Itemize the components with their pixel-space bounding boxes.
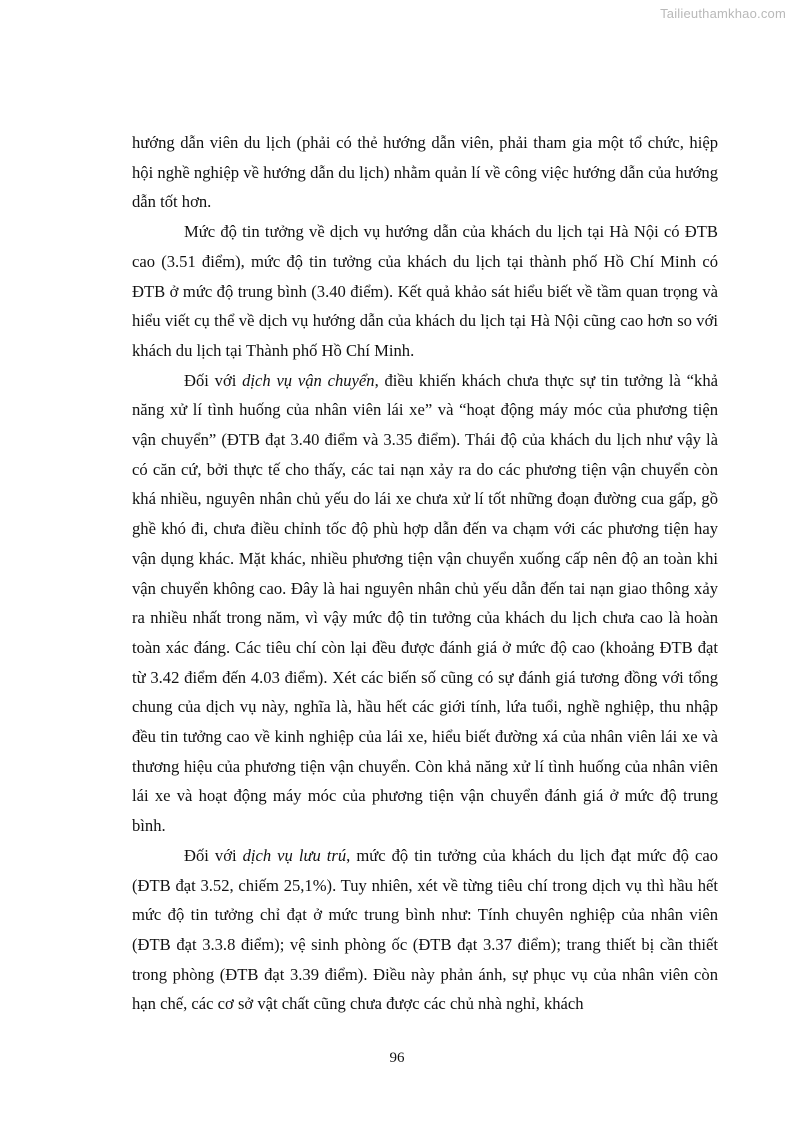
paragraph-text: , mức độ tin tưởng của khách du lịch đạt mức độ cao (ĐTB đạt 3.52, chiếm 25,1%). Tuy nhiên, xét về từng tiêu chí trong dịch vụ thì hầu hết mức độ tin tưởng chỉ đạt ở mức trung bình như: Tính chuyên nghiệp của nhân viên (ĐTB đạt 3.3.8 điểm); vệ sinh phòng ốc (ĐTB đạt 3.37 điểm); trang thiết bị cần thiết trong phòng (ĐTB đạt 3.39 điểm). Điều này phản ánh, sự phục vụ của nhân viên còn hạn chế, các cơ sở vật chất cũng chưa được các chủ nhà nghỉ, khách <box>132 845 719 1014</box>
emphasis-term: dịch vụ lưu trú <box>242 845 347 865</box>
paragraph-guide-trust: Mức độ tin tưởng về dịch vụ hướng dẫn của khách du lịch tại Hà Nội có ĐTB cao (3.51 điểm), mức độ tin tưởng của khách du lịch tại thành phố Hồ Chí Minh có ĐTB ở mức độ trung bình (3.40 điểm). Kết quả khảo sát hiểu biết về tầm quan trọng và hiểu viết cụ thể về dịch vụ hướng dẫn của khách du lịch tại Hà Nội cũng cao hơn so với khách du lịch tại Thành phố Hồ Chí Minh. <box>132 222 718 360</box>
paragraph-text: , điều khiến khách chưa thực sự tin tưởng là “khả năng xử lí tình huống của nhân viên lái xe” và “hoạt động máy móc của phương tiện vận chuyển” (ĐTB đạt 3.40 điểm và 3.35 điểm). Thái độ của khách du lịch như vậy là có căn cứ, bởi thực tế cho thấy, các tai nạn xảy ra do các phương tiện vận chuyển còn khá nhiều, nguyên nhân chủ yếu do lái xe chưa xử lí tốt những đoạn đường cua gấp, gồ ghề khó đi, chưa điều chỉnh tốc độ phù hợp dẫn đến va chạm với các phương tiện hay vận dụng khác. Mặt khác, nhiều phương tiện vận chuyển xuống cấp nên độ an toàn khi vận chuyển không cao. Đây là hai nguyên nhân chủ yếu dẫn đến tai nạn giao thông xảy ra nhiều nhất trong năm, vì vậy mức độ tin tưởng của khách du lịch chưa cao là hoàn toàn xác đáng. Các tiêu chí còn lại đều được đánh giá ở mức độ cao (khoảng ĐTB đạt từ 3.42 điểm đến 4.03 điểm). Xét các biến số cũng có sự đánh giá tương đồng với tổng chung của dịch vụ này, nghĩa là, hầu hết các giới tính, lứa tuổi, nghề nghiệp, thu nhập đều tin tưởng cao về kinh nghiệp của lái xe, hiểu biết đường xá của nhân viên lái xe và thương hiệu của phương tiện vận chuyển. Còn khả năng xử lí tình huống của nhân viên lái xe và hoạt động máy móc của phương tiện vận chuyển đánh giá ở mức độ trung bình. <box>132 370 718 836</box>
paragraph-continuation: hướng dẫn viên du lịch (phải có thẻ hướng dẫn viên, phải tham gia một tổ chức, hiệp hội nghề nghiệp về hướng dẫn du lịch) nhằm quản lí về công việc hướng dẫn của hướng dẫn tốt hơn. <box>132 133 718 212</box>
document-body <box>132 128 718 1019</box>
page-number: 96 <box>389 1050 405 1066</box>
watermark: Tailieuthamkhao.com <box>660 6 786 21</box>
paragraph-accommodation <box>132 841 718 1019</box>
paragraph-lead: Đối với <box>184 845 243 865</box>
paragraph-lead: Đối với <box>184 370 243 390</box>
paragraph-transport <box>132 366 718 841</box>
emphasis-term: dịch vụ vận chuyển <box>242 370 375 390</box>
